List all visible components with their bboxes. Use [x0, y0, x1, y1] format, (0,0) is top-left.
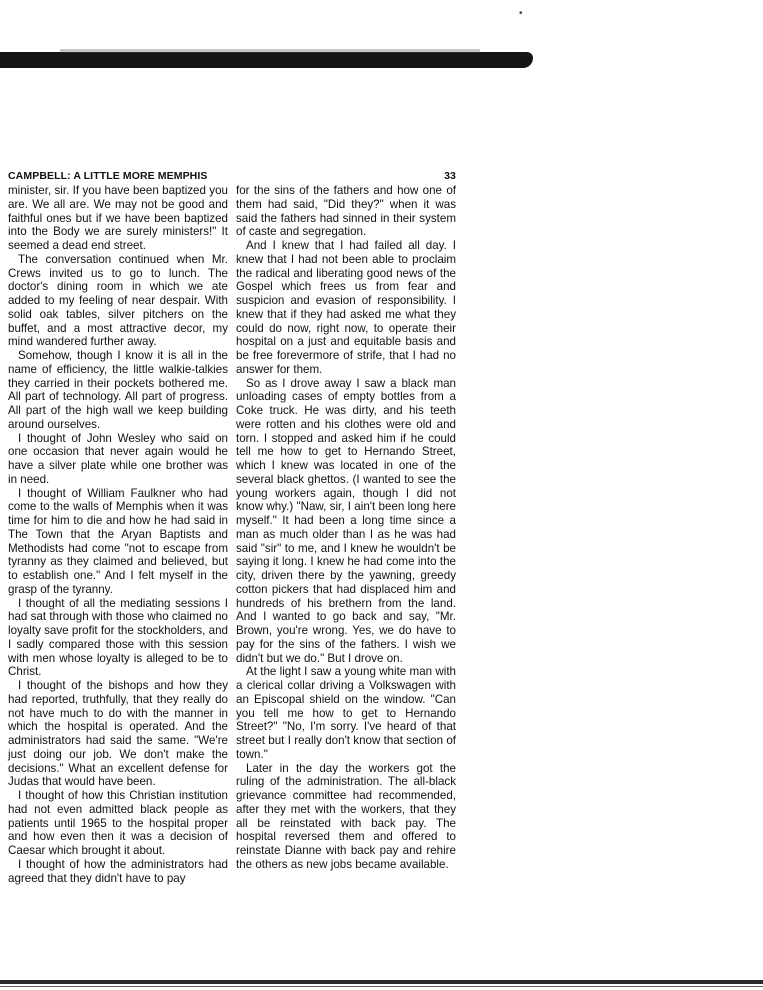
paragraph: I thought of how the administrators had agreed that they didn't have to pay: [8, 857, 228, 885]
paragraph: And I knew that I had failed all day. I knew that I had not been able to proclaim the radical and liberating good news of the Gospel which frees us from fear and suspicion and evasion of responsibility. I knew that if they had asked me what they could do now, right now, to operate their hospital on a just and equitable basis and be free forevermore of strife, that I had no answer for them.: [236, 239, 456, 376]
running-header: [8, 170, 456, 184]
running-title: CAMPBELL: A LITTLE MORE MEMPHIS: [8, 170, 208, 182]
paragraph: for the sins of the fathers and how one of them had said, "Did they?" when it was said the fathers had sinned in their system of caste and segregation.: [236, 184, 456, 239]
paragraph: Somehow, though I know it is all in the name of efficiency, the little walkie-talkies they carried in their pockets bothered me. All part of technology. All part of progress. All part of the high wall we keep building around ourselves.: [8, 349, 228, 431]
paragraph: The conversation continued when Mr. Crews invited us to go to lunch. The doctor's dining room in which we ate added to my feeling of near despair. With solid oak tables, silver pitchers on the buffet, and a most attractive decor, my mind wandered further away.: [8, 252, 228, 349]
paragraph: Later in the day the workers got the ruling of the administration. The all-black grievance committee had recommended, after they met with the workers, that they all be reinstated with back pay. The hospital reversed them and offered to reinstate Dianne with back pay and rehire the others as new jobs became available.: [236, 761, 456, 871]
paragraph: I thought of the bishops and how they had reported, truthfully, that they really do not have much to do with the manner in which the hospital is operated. And the administrators had said the same. "We're just doing our job. We don't make the decisions." What an excellent defense for Judas that would have been.: [8, 679, 228, 789]
paragraph: I thought of John Wesley who said on one occasion that never again would he have a silver plate while one brother was in need.: [8, 431, 228, 486]
scan-bottom-edge-line: [0, 986, 763, 987]
scan-bottom-edge: [0, 980, 763, 984]
paragraph: I thought of all the mediating sessions I had sat through with those who claimed no loyalty save profit for the stockholders, and I sadly compared those with this session with men whose loyalty is alleged to be to Christ.: [8, 596, 228, 679]
page-number: 33: [444, 170, 456, 182]
paragraph: I thought of William Faulkner who had come to the walls of Memphis when it was time for him to die and how he had said in The Town that the Aryan Baptists and Methodists had come "not to escape from tyranny as they claimed and believed, but to establish one." And I felt myself in the grasp of the tyranny.: [8, 486, 228, 596]
left-text-column: [8, 184, 228, 885]
paragraph: At the light I saw a young white man with a clerical collar driving a Volkswagen with an Episcopal shield on the window. "Can you tell me how to get to Hernando Street?" "No, I'm sorry. I've heard of that street but I really don't know that section of town.": [236, 665, 456, 761]
paragraph: minister, sir. If you have been baptized you are. We all are. We may not be good and faithful ones but if we have been baptized into the Body we are surely ministers!" It seemed a dead end street.: [8, 184, 228, 252]
paragraph: I thought of how this Christian institution had not even admitted black people as patients until 1965 to the hospital proper and how even then it was a decision of Caesar which brought it about.: [8, 789, 228, 857]
right-text-column: [236, 184, 456, 872]
scan-edge-bar: [0, 52, 533, 68]
scan-speck-mark: •: [519, 8, 523, 19]
paragraph: So as I drove away I saw a black man unloading cases of empty bottles from a Coke truck. He was dirty, and his teeth were rotten and his clothes were old and torn. I stopped and asked him if he could tell me how to get to Hernando Street, which I knew was located in one of the several black ghettos. (I wanted to see the young workers again, though I did not know why.) "Naw, sir, I ain't been long here myself." It had been a long time since a man as much older than I as he was had said "sir" to me, and I knew he wouldn't be saying it long. I knew he had come into the city, driven there by the yawning, greedy cotton pickers that had displaced him and hundreds of his brethern from the land. And I wanted to go back and say, "Mr. Brown, you're wrong. Yes, we do have to pay for the sins of the fathers. I wish we didn't but we do." But I drove on.: [236, 376, 456, 665]
